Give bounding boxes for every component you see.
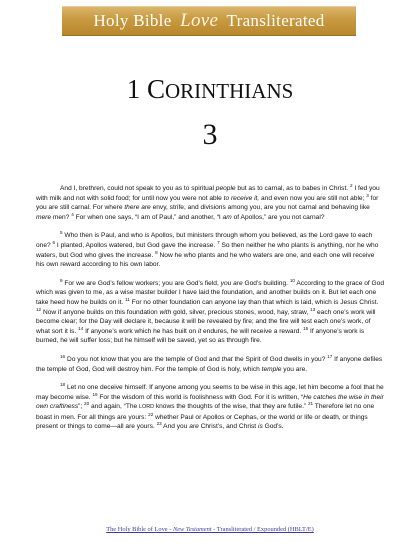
verse-number: 10 <box>289 277 295 283</box>
text-run: men? <box>51 213 72 221</box>
verse-number: 20 <box>84 401 90 407</box>
paragraph <box>36 279 384 346</box>
verse-number: 2 <box>349 182 353 188</box>
text-run: Let no one deceive himself. If anyone among you seems to be wise in this age, let him become a fool that he may become wise. <box>36 384 384 401</box>
verse-number: 8 <box>155 249 158 255</box>
text-run: I planted, Apollos watered, but God gave the increase. <box>55 241 218 249</box>
text-run: If anyone’s work is burned, he will suffer loss; but he himself will be saved, yet so as through fire. <box>36 327 365 345</box>
verse-number: 3 <box>366 192 369 198</box>
verse-number: 5 <box>60 230 63 236</box>
text-run: For when one says, “I am of Paul,” and another, “I <box>73 213 223 221</box>
verse-number: 9 <box>60 277 63 283</box>
italic-text: people <box>215 185 236 192</box>
paragraph <box>36 231 384 269</box>
italic-text: it <box>197 327 202 335</box>
italic-text: to receive it, <box>223 194 260 202</box>
verse-number: 6 <box>52 239 56 245</box>
text-run: For no other foundation can anyone lay than that which is laid, which is Jesus Christ. <box>129 298 379 306</box>
italic-text: He catches the wise in their own craftiness <box>36 393 384 411</box>
verse-number: 16 <box>60 353 66 359</box>
verse-number: 12 <box>36 306 42 312</box>
text-run: Do you not know that you are the temple of God and <box>65 355 222 363</box>
verse-number: 17 <box>327 353 333 359</box>
banner-love-text: Love <box>180 10 219 31</box>
italic-text: are <box>189 423 199 431</box>
text-run: Christ’s, and Christ <box>198 423 258 431</box>
text-run: whether Paul or Apollos or Cephas, or the world or life or death, or things present or things to come—all are yours. <box>36 413 368 431</box>
footer-suffix: - Transliterated / Expounded (HBLT/E) <box>211 526 314 533</box>
italic-text: temple <box>261 365 282 373</box>
verse-number: 14 <box>78 325 84 331</box>
text-run: So then neither he who plants is anything, nor he who waters, but God who gives the increase. <box>36 241 379 259</box>
verse-number: 11 <box>125 296 130 302</box>
text-run: of Apollos,” are you not carnal? <box>231 213 325 221</box>
text-run: knows the thoughts of the wise, that they are futile.” <box>154 403 308 411</box>
text-run: each one’s work will become clear; for the Day will declare it, because it will be revealed by fire; and the fire will test each one’s work, of what sort it is. <box>36 308 376 335</box>
text-run: Now he who plants and he who waters are one, and each one will receive his own reward according to his own labor. <box>36 251 375 269</box>
text-run: endures, he will receive a reward. <box>201 327 304 335</box>
italic-text: there are <box>124 204 151 212</box>
verse-number: 18 <box>60 381 66 387</box>
text-run: Now if anyone builds on this foundation <box>41 308 160 316</box>
verse-number: 21 <box>307 401 314 407</box>
footer-italic: New Testament <box>172 526 212 533</box>
text-run: For we are God’s fellow workers; you are God’s field, <box>62 279 221 287</box>
text-run: God’s building. <box>242 279 290 287</box>
text-run: and again, “The <box>89 403 140 411</box>
text-run: If anyone defiles the temple of God, God will destroy him. For the temple of God is holy, which <box>36 355 383 373</box>
text-run: and even now you are still not able; <box>259 194 367 202</box>
banner-right-text: Transliterated <box>226 11 325 30</box>
verse-number: 22 <box>148 411 154 417</box>
paragraph <box>36 355 384 374</box>
text-run: the Spirit of God dwells in you? <box>232 355 328 363</box>
italic-text: am <box>222 213 232 221</box>
text-run: Therefore let no one boast in men. For all things are yours: <box>36 403 375 421</box>
text-run: I fed you with milk and not with solid food; for until now you were not able <box>36 185 380 202</box>
footer-link[interactable] <box>0 526 420 533</box>
verse-number: 23 <box>156 421 162 427</box>
italic-text: mere <box>36 213 52 221</box>
text-run: ”; <box>78 403 85 411</box>
text-run: If anyone’s work which he has built on <box>83 327 198 335</box>
banner-left-text: Holy Bible <box>93 11 172 30</box>
banner-title <box>93 10 324 32</box>
chapter-text <box>36 184 384 441</box>
text-run: According to the grace of God which was given to me, as a wise master builder I have laid the foundation, and another builds on it. But let each one take heed how he builds on it. <box>36 279 385 306</box>
text-run: For the wisdom of this world is foolishness with God. For it is written, “ <box>97 393 304 401</box>
text-run: Who then is Paul, and who <box>62 232 145 240</box>
verse-number: 15 <box>303 325 309 331</box>
text-run: you are. <box>281 365 308 373</box>
text-run: Apollos, but ministers through whom you believed, as the Lord gave to each one? <box>36 232 373 249</box>
text-run: God’s. <box>262 423 284 431</box>
small-caps-text: LORD <box>139 404 154 411</box>
paragraph <box>36 383 384 432</box>
text-run: gold, silver, precious stones, wood, hay, straw, <box>171 308 311 316</box>
italic-text: with <box>159 308 172 316</box>
header-banner <box>62 6 356 36</box>
italic-text: that <box>221 355 233 363</box>
italic-text: you are <box>220 279 243 287</box>
italic-text: is <box>144 232 150 240</box>
chapter-number: 3 <box>202 118 218 151</box>
verse-number: 7 <box>217 239 220 245</box>
text-run: envy, strife, and divisions among you, are you not carnal and behaving like <box>150 204 370 212</box>
footer-prefix: The Holy Bible of Love - <box>106 526 173 533</box>
verse-number: 13 <box>310 306 316 312</box>
text-run: but as to carnal, as to babes in Christ. <box>235 185 350 192</box>
verse-number: 19 <box>92 391 98 397</box>
paragraph <box>36 184 384 222</box>
text-run: for you are still carnal. For where <box>36 194 379 212</box>
book-title: 1 CORINTHIANS <box>126 74 294 104</box>
text-run: And I, brethren, could not speak to you as to spiritual <box>60 185 216 192</box>
text-run: And you <box>161 423 190 431</box>
italic-text: is <box>257 423 263 431</box>
verse-number: 4 <box>71 211 74 217</box>
